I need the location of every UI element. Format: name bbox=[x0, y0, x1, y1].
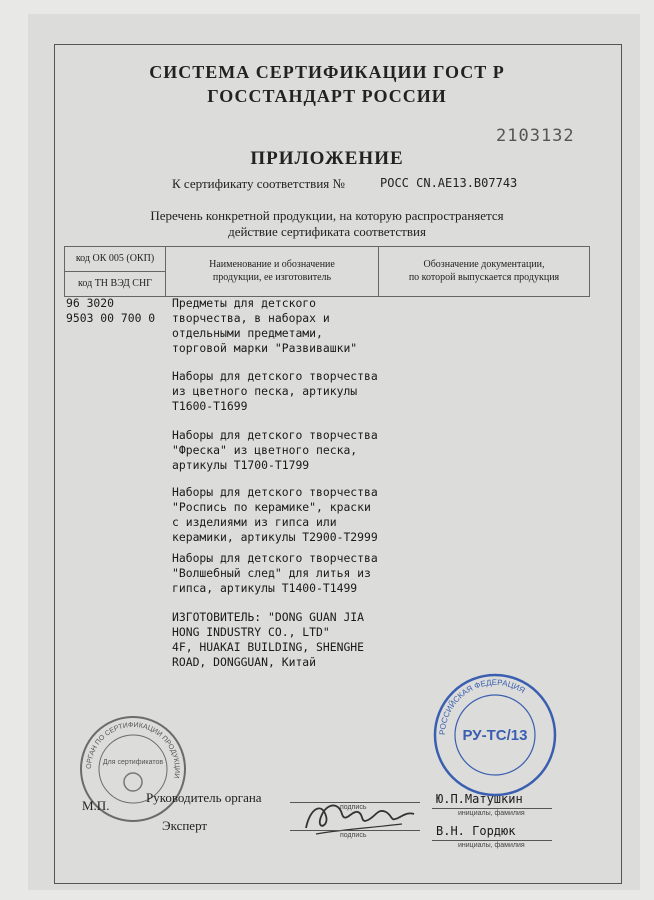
product-line: керамики, артикулы Т2900-Т2999 bbox=[172, 530, 378, 544]
header-name-2: продукции, ее изготовитель bbox=[212, 271, 332, 283]
okp-code: 96 3020 bbox=[66, 296, 115, 310]
manufacturer-line: ROAD, DONGGUAN, Китай bbox=[172, 655, 317, 669]
product-line: с изделиями из гипса или bbox=[172, 515, 337, 529]
header-doc-1: Обозначение документации, bbox=[423, 259, 545, 270]
left-stamp-text: ОРГАН ПО СЕРТИФИКАЦИИ ПРОДУКЦИИ bbox=[85, 721, 181, 779]
table-header bbox=[64, 246, 590, 297]
expert-sign-caption: подпись bbox=[340, 832, 367, 839]
appendix-title: ПРИЛОЖЕНИЕ bbox=[250, 148, 404, 169]
product-line: "Фреска" из цветного песка, bbox=[172, 443, 358, 457]
manufacturer-line: HONG INDUSTRY CO., LTD" bbox=[172, 625, 330, 639]
expert-name-line bbox=[432, 840, 552, 841]
product-line: Наборы для детского творчества bbox=[172, 428, 378, 442]
svg-text:ОРГАН ПО СЕРТИФИКАЦИИ ПРОДУКЦИ bbox=[86, 722, 180, 779]
head-name-caption: инициалы, фамилия bbox=[458, 810, 525, 817]
right-stamp-seal bbox=[430, 670, 560, 800]
expert-label: Эксперт bbox=[162, 818, 208, 833]
product-line: Т1600-Т1699 bbox=[172, 399, 248, 413]
manufacturer-line: 4F, HUAKAI BUILDING, SHENGHE bbox=[172, 640, 365, 654]
head-name: Ю.П.Матушкин bbox=[436, 792, 523, 806]
manufacturer-block bbox=[172, 610, 364, 670]
head-sign-caption: подпись bbox=[340, 804, 367, 811]
header-name bbox=[166, 247, 379, 297]
header-doc-2: по которой выпускается продукция bbox=[408, 271, 560, 283]
product-line: Наборы для детского творчества bbox=[172, 551, 378, 565]
head-name-line bbox=[432, 808, 552, 809]
expert-signature-line bbox=[290, 830, 420, 831]
product-line: отдельными предметами, bbox=[172, 326, 323, 340]
product-codes bbox=[66, 296, 155, 326]
product-line: творчества, в наборах и bbox=[172, 311, 330, 325]
left-stamp-center: Для сертификатов bbox=[102, 759, 164, 766]
product-line: торговой марки "Развивашки" bbox=[172, 341, 358, 355]
certificate-number: РОСС CN.АЕ13.В07743 bbox=[380, 176, 518, 190]
header-name-1: Наименование и обозначение bbox=[209, 259, 335, 270]
tnved-code: 9503 00 700 0 bbox=[66, 311, 156, 325]
product-line: Наборы для детского творчества bbox=[172, 369, 378, 383]
header-tnved: код ТН ВЭД СНГ bbox=[65, 272, 166, 297]
serial-number: 2103132 bbox=[496, 126, 575, 146]
mp-label: М.П. bbox=[82, 798, 110, 813]
head-label: Руководитель органа bbox=[146, 790, 262, 805]
manufacturer-line: ИЗГОТОВИТЕЛЬ: "DONG GUAN JIA bbox=[172, 610, 365, 624]
expert-name: В.Н. Гордюк bbox=[436, 824, 516, 838]
product-line: гипса, артикулы Т1400-Т1499 bbox=[172, 581, 358, 595]
product-line: из цветного песка, артикулы bbox=[172, 384, 358, 398]
product-line: Наборы для детского творчества bbox=[172, 485, 378, 499]
product-line: Предметы для детского bbox=[172, 296, 317, 310]
system-title: СИСТЕМА СЕРТИФИКАЦИИ ГОСТ Р bbox=[149, 62, 505, 82]
list-description-2: действие сертификата соответствия bbox=[228, 224, 426, 239]
header-okp: код ОК 005 (ОКП) bbox=[65, 247, 166, 272]
product-block-3 bbox=[172, 428, 378, 473]
certificate-label: К сертификату соответствия № bbox=[172, 176, 345, 191]
header-doc bbox=[379, 247, 590, 297]
right-stamp-text: РОССИЙСКАЯ ФЕДЕРАЦИЯ bbox=[437, 677, 527, 736]
product-line: "Волшебный след" для литья из bbox=[172, 566, 371, 580]
product-block-4 bbox=[172, 485, 378, 545]
right-stamp-code: РУ-ТС/13 bbox=[462, 727, 528, 744]
product-block-1 bbox=[172, 296, 357, 356]
product-line: "Роспись по керамике", краски bbox=[172, 500, 371, 514]
product-block-2 bbox=[172, 369, 378, 414]
product-line: артикулы Т1700-Т1799 bbox=[172, 458, 310, 472]
list-description-1: Перечень конкретной продукции, на которую распространяется bbox=[150, 208, 504, 223]
agency-title: ГОССТАНДАРТ РОССИИ bbox=[207, 86, 447, 106]
expert-name-caption: инициалы, фамилия bbox=[458, 842, 525, 849]
product-block-5 bbox=[172, 551, 378, 596]
